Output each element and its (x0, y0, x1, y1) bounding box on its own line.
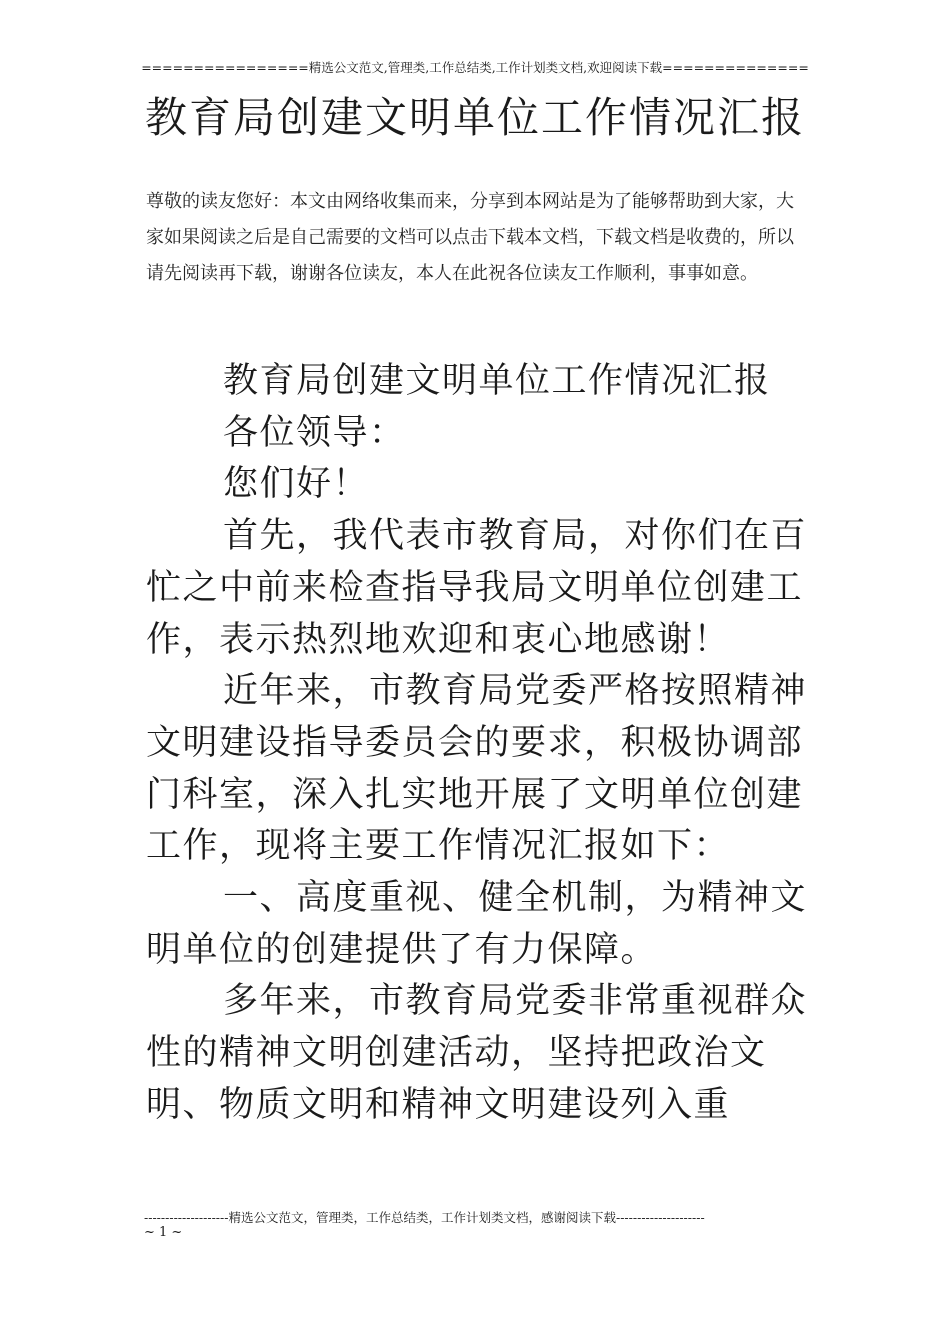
body-paragraph: 近年来，市教育局党委严格按照精神文明建设指导委员会的要求，积极协调部门科室，深入扎实地开展了文明单位创建工作，现将主要工作情况汇报如下： (146, 671, 808, 867)
header-banner: ================精选公文范文,管理类,工作总结类,工作计划类文档,欢迎阅读下载============== (141, 60, 809, 75)
page-number: ~ 1 ~ (144, 1225, 183, 1240)
footer-banner: --------------------精选公文范文，管理类，工作总结类，工作计划类文档，感谢阅读下载--------------------- (144, 1210, 705, 1225)
document-title: 教育局创建文明单位工作情况汇报 (144, 93, 805, 142)
section-heading: 一、高度重视、健全机制，为精神文明单位的创建提供了有力保障。 (146, 878, 808, 970)
body-paragraph-salutation: 各位领导： (223, 412, 406, 453)
body-paragraph: 多年来，市教育局党委非常重视群众性的精神文明创建活动，坚持把政治文明、物质文明和精神文明建设列入重 (146, 981, 808, 1125)
body-paragraph-title: 教育局创建文明单位工作情况汇报 (223, 361, 771, 401)
document-body (146, 356, 810, 1132)
body-paragraph-greeting: 您们好！ (223, 464, 370, 505)
body-paragraph: 首先，我代表市教育局，对你们在百忙之中前来检查指导我局文明单位创建工作，表示热烈地欢迎和衷心地感谢！ (146, 516, 808, 660)
reader-greeting: 尊敬的读友您好：本文由网络收集而来，分享到本网站是为了能够帮助到大家，大家如果阅读之后是自己需要的文档可以点击下载本文档，下载文档是收费的，所以请先阅读再下载，谢谢各位读友，本人在此祝各位读友工作顺利，事事如意。 (146, 191, 794, 284)
